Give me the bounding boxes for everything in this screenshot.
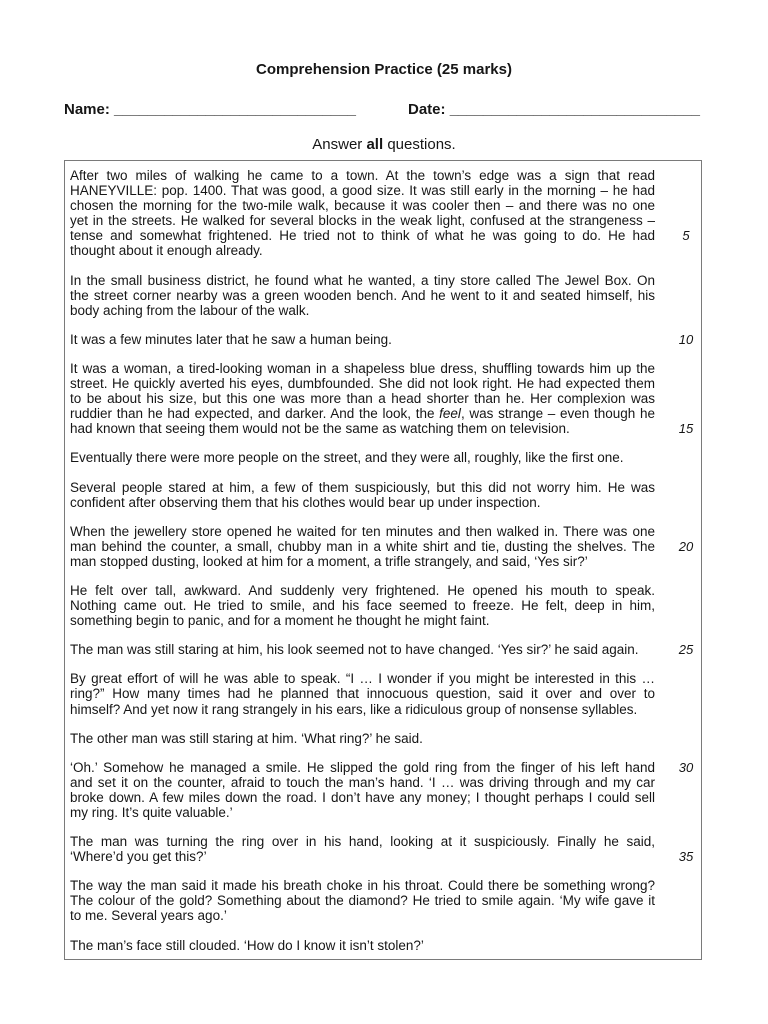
line-number-gutter [655,243,701,258]
passage-line [70,671,701,686]
passage-line [70,495,701,510]
line-text: The man’s face still clouded. ‘How do I know it isn’t stolen?’ [70,937,424,953]
passage-line [70,908,701,923]
line-text: to me. Several years ago.’ [70,908,227,924]
line-number-gutter [655,938,701,953]
line-number-gutter [655,406,701,421]
line-number-gutter [655,775,701,790]
passage-line [70,421,701,436]
passage-line [70,198,701,213]
passage-line [70,228,701,243]
passage-paragraph [70,583,701,628]
line-text: body aching from the labour of the walk. [70,302,310,318]
passage-line [70,686,701,701]
passage-paragraph [70,480,701,510]
name-label: Name: [64,101,110,118]
line-number: 25 [678,642,694,658]
line-text: yet in the streets. He walked for several blocks in the weak light, confused at the strangeness – [70,213,655,229]
line-number-gutter [655,273,701,288]
passage-paragraph [70,273,701,318]
line-text: He felt over tall, awkward. And suddenly very frightened. He opened his mouth to speak. [70,582,655,598]
line-number-gutter [655,288,701,303]
passage-line [70,183,701,198]
line-number-gutter [655,450,701,465]
instruction-text: Answer [312,136,363,153]
passage-paragraph [70,760,701,820]
line-number-gutter [655,554,701,569]
line-number-gutter [655,613,701,628]
passage-line [70,168,701,183]
line-number-gutter [655,524,701,539]
passage-line [70,524,701,539]
line-number-gutter [655,183,701,198]
passage-line [70,878,701,893]
passage-paragraph [70,938,701,953]
line-text: man stopped dusting, looked at him for a moment, a trifle strangely, and said, ‘Yes sir?’ [70,553,588,569]
passage-line [70,273,701,288]
emphasized-word: feel [439,406,461,422]
line-number-gutter [655,702,701,717]
passage-line [70,288,701,303]
passage-line [70,332,701,347]
passage-paragraph [70,524,701,569]
passage-line [70,583,701,598]
line-number-gutter [655,168,701,183]
line-number-gutter [655,834,701,849]
line-number-gutter [655,583,701,598]
line-number-gutter [655,908,701,923]
line-text: The colour of the gold? Something about the diamond? He tried to smile again. ‘My wife gave it [70,893,655,909]
line-text: had known that seeing them would not be the same as watching them on television. [70,421,570,437]
line-number-gutter [655,686,701,701]
line-number-gutter [655,198,701,213]
passage-line [70,849,701,864]
line-number-gutter [655,361,701,376]
passage-line [70,243,701,258]
date-label: Date: [408,101,446,118]
line-number-gutter [655,213,701,228]
line-text: The man was turning the ring over in his hand, looking at it suspiciously. Finally he said, [70,834,655,850]
line-text: thought about it enough already. [70,243,263,259]
line-number: 30 [678,759,694,775]
line-number-gutter [655,495,701,510]
line-text: It was a few minutes later that he saw a human being. [70,331,392,347]
line-text: ‘Where’d you get this?’ [70,849,207,865]
passage-paragraph [70,361,701,436]
line-number-gutter [655,878,701,893]
passage-line [70,642,701,657]
line-text: When the jewellery store opened he waited for ten minutes and then walked in. There was one [70,523,655,539]
line-text: something begin to panic, and for a moment he thought he might faint. [70,613,490,629]
line-text: confident after observing them that his clothes would bear up under inspection. [70,494,541,510]
line-text: my ring. It’s quite valuable.’ [70,805,233,820]
passage-paragraph [70,834,701,864]
passage-paragraph [70,450,701,465]
line-text: Nothing came out. He tried to smile, and his face seemed to freeze. He felt, deep in him, [70,598,655,614]
line-number-gutter [655,893,701,908]
passage-line [70,361,701,376]
passage-paragraph [70,168,701,259]
passage-line [70,213,701,228]
passage-line [70,406,701,421]
passage-line [70,731,701,746]
name-field [64,101,356,119]
passage-line [70,790,701,805]
passage-line [70,805,701,820]
passage-line [70,480,701,495]
instruction-emphasis: all [366,136,384,153]
passage-paragraph [70,332,701,347]
line-number: 15 [678,421,694,437]
line-text: ring?” How many times had he planned that innocuous question, said it over and over to [70,686,655,702]
passage-line [70,376,701,391]
line-text: himself? And yet now it rang strangely in his ears, like a ridiculous group of nonsense syllables. [70,701,638,717]
line-text: By great effort of will he was able to speak. “I … I wonder if you might be interested in this … [70,671,655,687]
line-text: The man was still staring at him, his look seemed not to have changed. ‘Yes sir?’ he said again. [70,642,639,658]
line-text: chosen the morning for the two-mile walk, because it was cooler then – and there was no one [70,198,655,214]
line-text: tense and somewhat frightened. He tried not to think of what he was going to do. He had [70,228,655,244]
passage-line [70,613,701,628]
line-text: HANEYVILLE: pop. 1400. That was good, a good size. It was still early in the morning – he had [70,183,655,199]
line-text: ‘Oh.’ Somehow he managed a smile. He slipped the gold ring from the finger of his left hand [70,759,655,775]
line-number-gutter [655,303,701,318]
line-number-gutter [655,480,701,495]
passage-line [70,554,701,569]
passage-line [70,450,701,465]
text-run: ruddier than he had expected, and darker. And the look, the [70,406,440,422]
line-text [70,406,655,421]
line-text: street. He quickly averted his eyes, dumbfounded. She did not look right. He had expected them [70,376,655,392]
line-number-gutter [655,790,701,805]
line-number-gutter [655,598,701,613]
line-number: 10 [678,331,694,347]
line-text: and set it on the counter, afraid to touch the man’s hand. ‘I … was driving through and my car [70,774,655,790]
line-number-gutter [655,671,701,686]
line-text: Eventually there were more people on the street, and they were all, roughly, like the first one. [70,450,624,466]
passage-line [70,760,701,775]
passage-box [64,160,702,960]
passage-paragraph [70,878,701,923]
line-number-gutter [655,731,701,746]
passage-line [70,775,701,790]
line-text: After two miles of walking he came to a town. At the town’s edge was a sign that read [70,168,655,183]
passage-line [70,893,701,908]
line-number-gutter [655,805,701,820]
passage-paragraph [70,671,701,716]
line-number: 35 [678,849,694,865]
passage-line [70,598,701,613]
line-text: broke down. A few miles down the road. I don’t have any money; I thought perhaps I could sell [70,789,655,805]
passage-line [70,834,701,849]
worksheet-title: Comprehension Practice (25 marks) [256,61,512,78]
line-text: man behind the counter, a small, chubby man in a white shirt and tie, dusting the shelves. The [70,538,655,554]
line-text: Several people stared at him, a few of them suspiciously, but this did not worry him. He was [70,479,655,495]
line-number-gutter [655,376,701,391]
line-text: In the small business district, he found what he wanted, a tiny store called The Jewel Box. On [70,272,655,288]
instructions [0,136,768,154]
passage-line [70,391,701,406]
line-text: to be about his size, but this one was more than a head shorter than he. Her complexion was [70,391,655,407]
instruction-text: questions. [387,136,456,153]
line-text: The other man was still staring at him. ‘What ring?’ he said. [70,730,423,746]
line-number: 20 [678,538,694,554]
line-text: The way the man said it made his breath choke in his throat. Could there be something wrong? [70,878,655,894]
date-blank-line: ______________________________ [449,101,700,118]
line-number: 5 [682,228,690,244]
passage-line [70,938,701,953]
date-field [408,101,700,119]
line-text: It was a woman, a tired-looking woman in a shapeless blue dress, shuffling towards him up the [70,360,655,376]
name-blank-line: _____________________________ [114,101,356,118]
passage-line [70,303,701,318]
line-number-gutter [655,391,701,406]
passage-line [70,702,701,717]
line-text: the street corner nearby was a green wooden bench. And he went to it and seated himself, his [70,287,655,303]
passage-line [70,539,701,554]
passage-paragraph [70,731,701,746]
text-run: , was strange – even though he [460,406,655,422]
passage-paragraph [70,642,701,657]
